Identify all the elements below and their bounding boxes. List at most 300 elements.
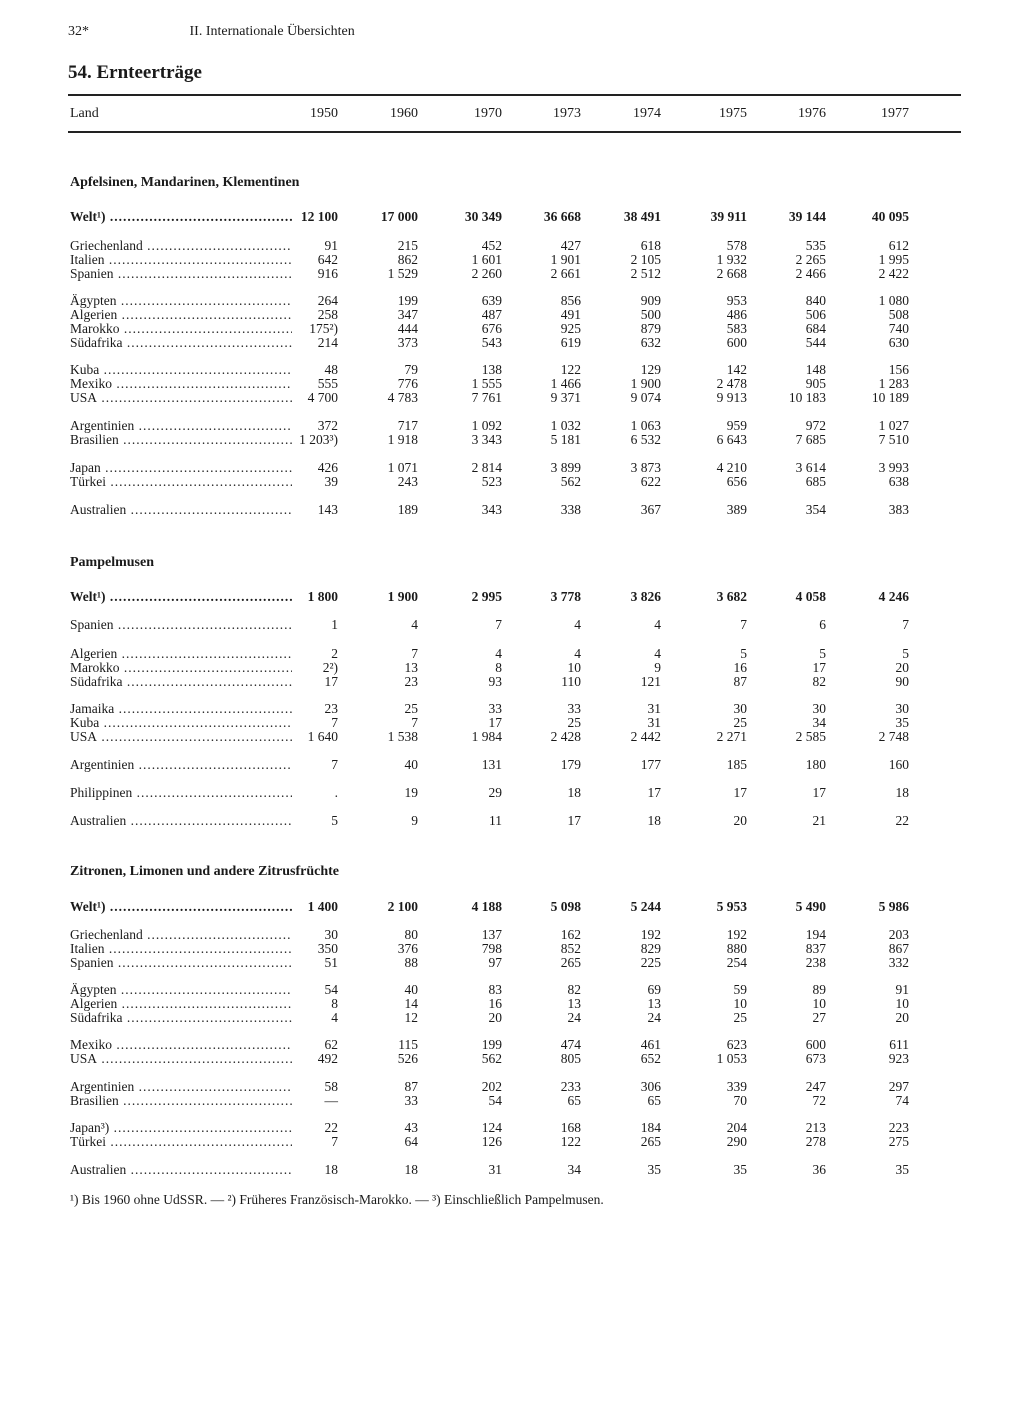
value-cell-1973: 856 — [560, 293, 581, 308]
value-cell-1977: 740 — [888, 321, 909, 336]
value-cell-1960: 23 — [404, 674, 418, 689]
value-cell-1950: 8 — [331, 996, 338, 1011]
value-cell-1974: 177 — [640, 757, 661, 772]
country-label: Japan³) ..... — [70, 1120, 292, 1135]
value-cell-1960: 17 000 — [380, 209, 418, 224]
value-cell-1970: 4 — [495, 646, 502, 661]
value-cell-1974: 192 — [640, 927, 661, 942]
value-cell-1976: 2 265 — [795, 252, 826, 267]
country-label: Welt¹) ..... — [70, 209, 292, 224]
value-cell-1977: 90 — [895, 674, 909, 689]
country-label: Mexiko ..... — [70, 1037, 292, 1052]
value-cell-1960: 4 — [411, 617, 418, 632]
value-cell-1973: 110 — [561, 674, 581, 689]
value-cell-1976: 684 — [805, 321, 826, 336]
value-cell-1950: 30 — [324, 927, 338, 942]
table-row — [0, 418, 1024, 433]
country-label: Kuba ..... — [70, 715, 292, 730]
value-cell-1960: 40 — [404, 757, 418, 772]
value-cell-1950: 54 — [324, 982, 338, 997]
value-cell-1960: 115 — [398, 1037, 418, 1052]
table-row — [0, 460, 1024, 475]
value-cell-1960: 87 — [404, 1079, 418, 1094]
country-label: Südafrika ..... — [70, 335, 292, 350]
value-cell-1973: 36 668 — [543, 209, 581, 224]
value-cell-1975: 25 — [733, 1010, 747, 1025]
year-header-1960: 1960 — [390, 106, 418, 121]
value-cell-1970: 83 — [488, 982, 502, 997]
country-label: Welt¹) ..... — [70, 899, 292, 914]
value-cell-1974: 35 — [647, 1162, 661, 1177]
value-cell-1974: 121 — [640, 674, 661, 689]
value-cell-1973: 1 032 — [550, 418, 581, 433]
value-cell-1970: 452 — [481, 238, 502, 253]
value-cell-1977: 35 — [895, 715, 909, 730]
table-row — [0, 1037, 1024, 1052]
value-cell-1975: 486 — [726, 307, 747, 322]
value-cell-1976: 685 — [805, 474, 826, 489]
table-row — [0, 1051, 1024, 1066]
value-cell-1970: 199 — [481, 1037, 502, 1052]
value-cell-1975: 953 — [726, 293, 747, 308]
value-cell-1960: 862 — [397, 252, 418, 267]
table-row — [0, 293, 1024, 308]
value-cell-1950: 4 — [331, 1010, 338, 1025]
value-cell-1950: 91 — [324, 238, 338, 253]
value-cell-1960: 12 — [404, 1010, 418, 1025]
value-cell-1973: 10 — [567, 660, 581, 675]
value-cell-1970: 639 — [481, 293, 502, 308]
table-row — [0, 927, 1024, 942]
value-cell-1960: 373 — [397, 335, 418, 350]
table-row — [0, 502, 1024, 517]
value-cell-1975: 578 — [726, 238, 747, 253]
value-cell-1974: 265 — [640, 1134, 661, 1149]
value-cell-1960: 9 — [411, 813, 418, 828]
country-label: Spanien ..... — [70, 266, 292, 281]
value-cell-1970: 33 — [488, 701, 502, 716]
country-label: Italien ..... — [70, 941, 292, 956]
value-cell-1970: 1 601 — [471, 252, 502, 267]
value-cell-1976: 17 — [812, 660, 826, 675]
country-label: Ägypten ..... — [70, 982, 292, 997]
value-cell-1976: 247 — [805, 1079, 826, 1094]
value-cell-1974: 31 — [647, 715, 661, 730]
value-cell-1950: 58 — [324, 1079, 338, 1094]
value-cell-1975: 2 271 — [716, 729, 747, 744]
table-row — [0, 589, 1024, 604]
value-cell-1976: 7 685 — [795, 432, 826, 447]
value-cell-1973: 233 — [560, 1079, 581, 1094]
value-cell-1950: 17 — [324, 674, 338, 689]
value-cell-1975: 192 — [726, 927, 747, 942]
year-header-1976: 1976 — [798, 106, 826, 121]
value-cell-1970: 16 — [488, 996, 502, 1011]
value-cell-1975: 339 — [726, 1079, 747, 1094]
value-cell-1973: 4 — [574, 617, 581, 632]
value-cell-1976: 837 — [805, 941, 826, 956]
value-cell-1950: 264 — [317, 293, 338, 308]
value-cell-1960: 33 — [404, 1093, 418, 1108]
value-cell-1976: 17 — [812, 785, 826, 800]
table-row — [0, 715, 1024, 730]
value-cell-1950: 23 — [324, 701, 338, 716]
value-cell-1960: 243 — [397, 474, 418, 489]
value-cell-1976: 72 — [812, 1093, 826, 1108]
value-cell-1975: 17 — [733, 785, 747, 800]
value-cell-1975: 4 210 — [716, 460, 747, 475]
value-cell-1960: 1 071 — [387, 460, 418, 475]
value-cell-1973: 805 — [560, 1051, 581, 1066]
value-cell-1977: 5 986 — [878, 899, 909, 914]
value-cell-1976: 6 — [819, 617, 826, 632]
value-cell-1975: 623 — [726, 1037, 747, 1052]
country-label: Australien ..... — [70, 1162, 292, 1177]
value-cell-1950: 1 800 — [307, 589, 338, 604]
table-row — [0, 432, 1024, 447]
value-cell-1976: 5 490 — [795, 899, 826, 914]
value-cell-1960: 1 918 — [387, 432, 418, 447]
country-label: Welt¹) ..... — [70, 589, 292, 604]
value-cell-1960: 1 529 — [387, 266, 418, 281]
value-cell-1977: 611 — [889, 1037, 909, 1052]
value-cell-1960: 1 900 — [387, 589, 418, 604]
value-cell-1973: 2 428 — [550, 729, 581, 744]
year-header-1977: 1977 — [881, 106, 909, 121]
value-cell-1950: 12 100 — [300, 209, 338, 224]
value-cell-1977: 638 — [888, 474, 909, 489]
value-cell-1977: 508 — [888, 307, 909, 322]
value-cell-1974: 306 — [640, 1079, 661, 1094]
table-row — [0, 252, 1024, 267]
value-cell-1976: 506 — [805, 307, 826, 322]
value-cell-1970: 798 — [481, 941, 502, 956]
country-label: Algerien ..... — [70, 307, 292, 322]
value-cell-1973: 24 — [567, 1010, 581, 1025]
value-cell-1974: 500 — [640, 307, 661, 322]
value-cell-1977: 275 — [888, 1134, 909, 1149]
value-cell-1970: 2 814 — [471, 460, 502, 475]
table-row — [0, 321, 1024, 336]
value-cell-1975: 35 — [733, 1162, 747, 1177]
table-row — [0, 1134, 1024, 1149]
value-cell-1975: 70 — [733, 1093, 747, 1108]
value-cell-1950: 143 — [317, 502, 338, 517]
table-row — [0, 646, 1024, 661]
value-cell-1977: 74 — [895, 1093, 909, 1108]
value-cell-1950: 916 — [317, 266, 338, 281]
value-cell-1975: 2 668 — [716, 266, 747, 281]
value-cell-1974: 618 — [640, 238, 661, 253]
value-cell-1970: 2 260 — [471, 266, 502, 281]
value-cell-1950: 555 — [317, 376, 338, 391]
value-cell-1960: 199 — [397, 293, 418, 308]
value-cell-1973: 2 661 — [550, 266, 581, 281]
value-cell-1976: 180 — [805, 757, 826, 772]
country-label: Marokko ..... — [70, 321, 292, 336]
value-cell-1975: 10 — [733, 996, 747, 1011]
value-cell-1974: 9 074 — [630, 390, 661, 405]
year-header-1973: 1973 — [553, 106, 581, 121]
value-cell-1973: 33 — [567, 701, 581, 716]
value-cell-1975: 583 — [726, 321, 747, 336]
value-cell-1974: 6 532 — [630, 432, 661, 447]
value-cell-1950: 7 — [331, 1134, 338, 1149]
value-cell-1970: 93 — [488, 674, 502, 689]
country-label: Spanien ..... — [70, 617, 292, 632]
value-cell-1976: 354 — [805, 502, 826, 517]
value-cell-1975: 880 — [726, 941, 747, 956]
value-cell-1973: 491 — [560, 307, 581, 322]
value-cell-1970: 54 — [488, 1093, 502, 1108]
table-row — [0, 899, 1024, 914]
value-cell-1970: 31 — [488, 1162, 502, 1177]
value-cell-1976: 10 183 — [788, 390, 826, 405]
value-cell-1975: 87 — [733, 674, 747, 689]
value-cell-1973: 5 098 — [550, 899, 581, 914]
value-cell-1974: 129 — [640, 362, 661, 377]
value-cell-1970: 343 — [481, 502, 502, 517]
country-label: USA ..... — [70, 390, 292, 405]
value-cell-1974: 4 — [654, 617, 661, 632]
value-cell-1976: 194 — [805, 927, 826, 942]
value-cell-1976: 600 — [805, 1037, 826, 1052]
country-label: Algerien ..... — [70, 996, 292, 1011]
value-cell-1973: 17 — [567, 813, 581, 828]
value-cell-1970: 4 188 — [471, 899, 502, 914]
value-cell-1950: 214 — [317, 335, 338, 350]
value-cell-1977: 2 422 — [878, 266, 909, 281]
table-row — [0, 757, 1024, 772]
value-cell-1973: 82 — [567, 982, 581, 997]
value-cell-1973: 619 — [560, 335, 581, 350]
value-cell-1970: 20 — [488, 1010, 502, 1025]
value-cell-1950: 4 700 — [307, 390, 338, 405]
section-title: Apfelsinen, Mandarinen, Klementinen — [70, 175, 300, 190]
value-cell-1977: 1 080 — [878, 293, 909, 308]
table-row — [0, 617, 1024, 632]
table-row — [0, 362, 1024, 377]
value-cell-1976: 30 — [812, 701, 826, 716]
value-cell-1976: 34 — [812, 715, 826, 730]
value-cell-1976: 972 — [805, 418, 826, 433]
table-row — [0, 785, 1024, 800]
value-cell-1974: 2 442 — [630, 729, 661, 744]
country-label: Argentinien ..... — [70, 418, 292, 433]
value-cell-1950: 7 — [331, 715, 338, 730]
value-cell-1975: 59 — [733, 982, 747, 997]
table-row — [0, 307, 1024, 322]
value-cell-1977: 1 027 — [878, 418, 909, 433]
value-cell-1974: 3 826 — [630, 589, 661, 604]
value-cell-1973: 1 901 — [550, 252, 581, 267]
country-label: Brasilien ..... — [70, 432, 292, 447]
value-cell-1950: 258 — [317, 307, 338, 322]
value-cell-1976: 21 — [812, 813, 826, 828]
table-row — [0, 1093, 1024, 1108]
value-cell-1950: 175²) — [309, 321, 338, 336]
value-cell-1975: 2 478 — [716, 376, 747, 391]
table-row — [0, 1120, 1024, 1135]
value-cell-1975: 185 — [726, 757, 747, 772]
value-cell-1974: 879 — [640, 321, 661, 336]
value-cell-1977: 332 — [888, 955, 909, 970]
value-cell-1977: 3 993 — [878, 460, 909, 475]
country-label: Mexiko ..... — [70, 376, 292, 391]
year-header-1975: 1975 — [719, 106, 747, 121]
value-cell-1976: 36 — [812, 1162, 826, 1177]
value-cell-1976: 5 — [819, 646, 826, 661]
value-cell-1974: 3 873 — [630, 460, 661, 475]
country-label: Argentinien ..... — [70, 1079, 292, 1094]
value-cell-1977: 630 — [888, 335, 909, 350]
value-cell-1974: 829 — [640, 941, 661, 956]
value-cell-1950: 1 — [331, 617, 338, 632]
value-cell-1973: 338 — [560, 502, 581, 517]
value-cell-1950: 7 — [331, 757, 338, 772]
value-cell-1970: 11 — [489, 813, 502, 828]
value-cell-1960: 79 — [404, 362, 418, 377]
value-cell-1977: 7 — [902, 617, 909, 632]
section-title: Pampelmusen — [70, 555, 154, 570]
value-cell-1975: 25 — [733, 715, 747, 730]
table-row — [0, 390, 1024, 405]
value-cell-1977: 867 — [888, 941, 909, 956]
value-cell-1974: 65 — [647, 1093, 661, 1108]
year-header-1974: 1974 — [633, 106, 661, 121]
country-label: Marokko ..... — [70, 660, 292, 675]
country-label: Australien ..... — [70, 502, 292, 517]
value-cell-1977: 22 — [895, 813, 909, 828]
value-cell-1975: 600 — [726, 335, 747, 350]
value-cell-1974: 2 512 — [630, 266, 661, 281]
value-cell-1977: 40 095 — [871, 209, 909, 224]
value-cell-1973: 925 — [560, 321, 581, 336]
value-cell-1973: 4 — [574, 646, 581, 661]
value-cell-1970: 30 349 — [464, 209, 502, 224]
value-cell-1960: 25 — [404, 701, 418, 716]
value-cell-1950: 1 400 — [307, 899, 338, 914]
value-cell-1976: 10 — [812, 996, 826, 1011]
value-cell-1973: 265 — [560, 955, 581, 970]
top-rule — [68, 94, 961, 96]
value-cell-1974: 367 — [640, 502, 661, 517]
value-cell-1970: 1 555 — [471, 376, 502, 391]
country-label: Philippinen ..... — [70, 785, 292, 800]
value-cell-1974: 184 — [640, 1120, 661, 1135]
value-cell-1975: 389 — [726, 502, 747, 517]
value-cell-1970: 676 — [481, 321, 502, 336]
value-cell-1976: 89 — [812, 982, 826, 997]
value-cell-1974: 4 — [654, 646, 661, 661]
value-cell-1975: 39 911 — [710, 209, 747, 224]
value-cell-1950: 22 — [324, 1120, 338, 1135]
value-cell-1950: 642 — [317, 252, 338, 267]
value-cell-1960: 526 — [397, 1051, 418, 1066]
value-cell-1974: 461 — [640, 1037, 661, 1052]
value-cell-1974: 909 — [640, 293, 661, 308]
value-cell-1975: 16 — [733, 660, 747, 675]
value-cell-1973: 168 — [560, 1120, 581, 1135]
value-cell-1977: 7 510 — [878, 432, 909, 447]
table-row — [0, 1079, 1024, 1094]
section-title: Zitronen, Limonen und andere Zitrusfrüchte — [70, 864, 340, 879]
value-cell-1976: 3 614 — [795, 460, 826, 475]
value-cell-1960: 18 — [404, 1162, 418, 1177]
column-header-land: Land — [70, 106, 99, 121]
country-label: Kuba ..... — [70, 362, 292, 377]
value-cell-1977: 156 — [888, 362, 909, 377]
value-cell-1977: 18 — [895, 785, 909, 800]
value-cell-1974: 5 244 — [630, 899, 661, 914]
country-label: Südafrika ..... — [70, 674, 292, 689]
value-cell-1950: — — [324, 1093, 338, 1108]
value-cell-1970: 17 — [488, 715, 502, 730]
value-cell-1970: 7 761 — [471, 390, 502, 405]
value-cell-1950: . — [334, 785, 338, 800]
value-cell-1976: 905 — [805, 376, 826, 391]
value-cell-1977: 4 246 — [878, 589, 909, 604]
value-cell-1950: 5 — [331, 813, 338, 828]
value-cell-1973: 562 — [560, 474, 581, 489]
value-cell-1950: 48 — [324, 362, 338, 377]
value-cell-1975: 3 682 — [716, 589, 747, 604]
value-cell-1977: 612 — [888, 238, 909, 253]
value-cell-1974: 17 — [647, 785, 661, 800]
value-cell-1960: 776 — [397, 376, 418, 391]
value-cell-1970: 137 — [481, 927, 502, 942]
value-cell-1975: 30 — [733, 701, 747, 716]
value-cell-1977: 383 — [888, 502, 909, 517]
value-cell-1976: 148 — [805, 362, 826, 377]
country-label: Türkei ..... — [70, 474, 292, 489]
value-cell-1976: 2 585 — [795, 729, 826, 744]
table-row — [0, 266, 1024, 281]
value-cell-1950: 18 — [324, 1162, 338, 1177]
value-cell-1975: 1 932 — [716, 252, 747, 267]
value-cell-1960: 7 — [411, 715, 418, 730]
table-row — [0, 996, 1024, 1011]
country-label: Australien ..... — [70, 813, 292, 828]
value-cell-1975: 9 913 — [716, 390, 747, 405]
value-cell-1950: 350 — [317, 941, 338, 956]
value-cell-1973: 18 — [567, 785, 581, 800]
table-row — [0, 660, 1024, 675]
value-cell-1976: 238 — [805, 955, 826, 970]
value-cell-1960: 717 — [397, 418, 418, 433]
value-cell-1950: 1 640 — [307, 729, 338, 744]
value-cell-1960: 1 538 — [387, 729, 418, 744]
value-cell-1973: 162 — [560, 927, 581, 942]
value-cell-1973: 122 — [560, 362, 581, 377]
value-cell-1974: 31 — [647, 701, 661, 716]
value-cell-1973: 179 — [560, 757, 581, 772]
value-cell-1975: 20 — [733, 813, 747, 828]
value-cell-1970: 97 — [488, 955, 502, 970]
value-cell-1950: 492 — [317, 1051, 338, 1066]
value-cell-1976: 213 — [805, 1120, 826, 1135]
value-cell-1970: 523 — [481, 474, 502, 489]
country-label: USA ..... — [70, 1051, 292, 1066]
country-label: Griechenland ..... — [70, 238, 292, 253]
value-cell-1974: 18 — [647, 813, 661, 828]
value-cell-1973: 3 899 — [550, 460, 581, 475]
value-cell-1977: 10 — [895, 996, 909, 1011]
value-cell-1973: 5 181 — [550, 432, 581, 447]
footnote: ¹) Bis 1960 ohne UdSSR. — ²) Früheres Französisch-Marokko. — ³) Einschließlich Pampelmusen. — [70, 1192, 604, 1207]
value-cell-1977: 297 — [888, 1079, 909, 1094]
table-row — [0, 729, 1024, 744]
